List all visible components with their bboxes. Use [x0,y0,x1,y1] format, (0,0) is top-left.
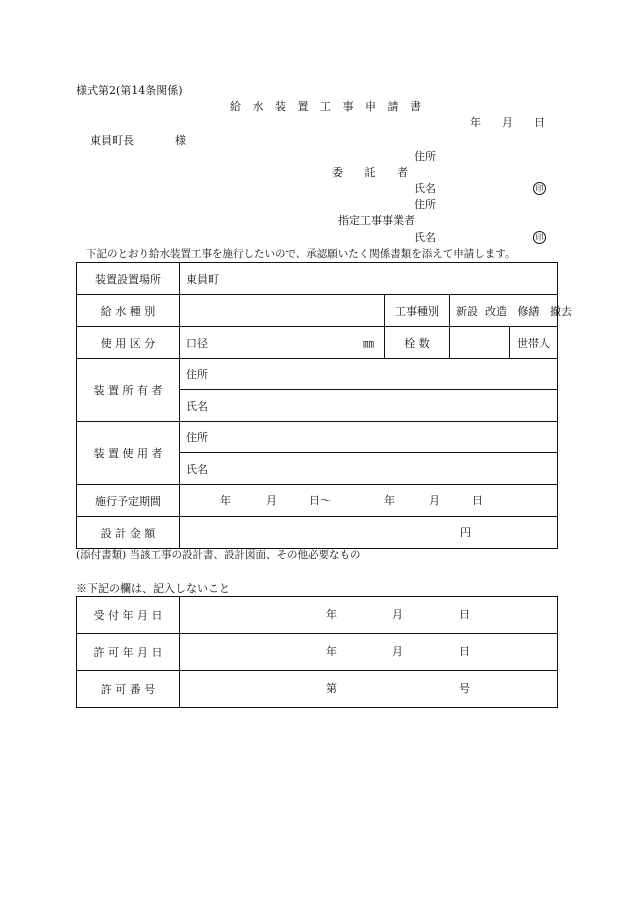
date-year-label: 年 [470,116,481,129]
receipt-day: 日 [459,608,470,621]
receipt-year: 年 [326,608,337,621]
schedule-field[interactable] [180,485,558,517]
supply-type-label: 給 水 種 別 [77,295,180,327]
taps-field[interactable] [450,327,510,359]
cost-label: 設 計 金 額 [77,517,180,549]
cost-field[interactable] [180,517,558,549]
location-field[interactable]: 東員町 [180,263,558,295]
taps-label: 栓 数 [385,327,450,359]
schedule-year-2: 年 [384,494,395,507]
date-month-label: 月 [502,116,513,129]
owner-address-field[interactable]: 住所 [180,359,558,390]
table-row [77,359,558,390]
owner-label: 装 置 所 有 者 [77,359,180,422]
permit-day: 日 [459,645,470,658]
table-row [77,634,558,671]
application-table [76,262,572,549]
receipt-date-label: 受 付 年 月 日 [77,597,180,634]
work-type-label: 工事種別 [385,295,450,327]
table-row [77,597,558,634]
contractor-title: 指定工事事業者 [338,214,415,227]
contractor-address-label: 住所 [414,198,436,211]
attachment-note: (添付書類) 当該工事の設計書、設計図面、その他必要なもの [76,549,361,561]
contractor-name-label: 氏名 [414,231,436,244]
diameter-field[interactable] [180,327,385,359]
intro-text: 下記のとおり給水装置工事を施行したいので、承認願いたく関係書類を添えて申請します。 [86,248,516,260]
schedule-month-2: 月 [429,494,440,507]
permit-date-field[interactable] [180,634,558,671]
permit-year: 年 [326,645,337,658]
work-type-modify[interactable]: 改造 [485,304,507,318]
receipt-date-field[interactable] [180,597,558,634]
receipt-month: 月 [392,608,403,621]
table-row [77,327,558,359]
addressee: 東員町長 [90,134,134,147]
schedule-month-1: 月 [266,494,277,507]
table-row [77,263,558,295]
schedule-day-1: 日〜 [309,494,331,507]
table-row [77,295,558,327]
permit-number-prefix: 第 [326,682,337,695]
schedule-label: 施行予定期間 [77,485,180,517]
office-use-table [76,596,558,708]
user-address-field[interactable]: 住所 [180,422,558,453]
work-type-new[interactable]: 新設 [456,304,478,318]
permit-month: 月 [392,645,403,658]
diameter-unit: ㎜ [363,336,374,350]
schedule-day-2: 日 [472,494,483,507]
permit-number-suffix: 号 [459,682,470,695]
applicant-name-label: 氏名 [414,182,436,195]
usage-label: 使 用 区 分 [77,327,180,359]
permit-number-label: 許 可 番 号 [77,671,180,708]
applicant-address-label: 住所 [414,150,436,163]
permit-date-label: 許 可 年 月 日 [77,634,180,671]
user-name-field[interactable]: 氏名 [180,453,558,485]
seal-icon: 印 [533,182,546,195]
cost-unit: 円 [460,526,471,539]
schedule-year-1: 年 [220,494,231,507]
office-use-note: ※下記の欄は、記入しないこと [76,582,230,595]
form-number: 様式第2(第14条関係) [76,84,183,97]
table-row [77,517,558,549]
table-row [77,485,558,517]
client-label: 委 託 者 [332,166,417,179]
table-row [77,671,558,708]
permit-number-field[interactable] [180,671,558,708]
date-day-label: 日 [534,116,545,129]
owner-name-field[interactable]: 氏名 [180,390,558,422]
supply-type-field[interactable] [180,295,385,327]
form-title: 給 水 装 置 工 事 申 請 書 [230,100,425,113]
diameter-label: 口径 [186,336,208,350]
user-label: 装 置 使 用 者 [77,422,180,485]
table-row [77,422,558,453]
seal-icon: 印 [533,231,546,244]
honorific: 様 [175,134,186,147]
location-label: 装置設置場所 [77,263,180,295]
work-type-remove[interactable]: 撤去 [550,304,572,318]
households-label: 世帯人 [510,327,558,359]
work-type-options[interactable] [450,295,572,327]
work-type-repair[interactable]: 修繕 [517,304,540,318]
